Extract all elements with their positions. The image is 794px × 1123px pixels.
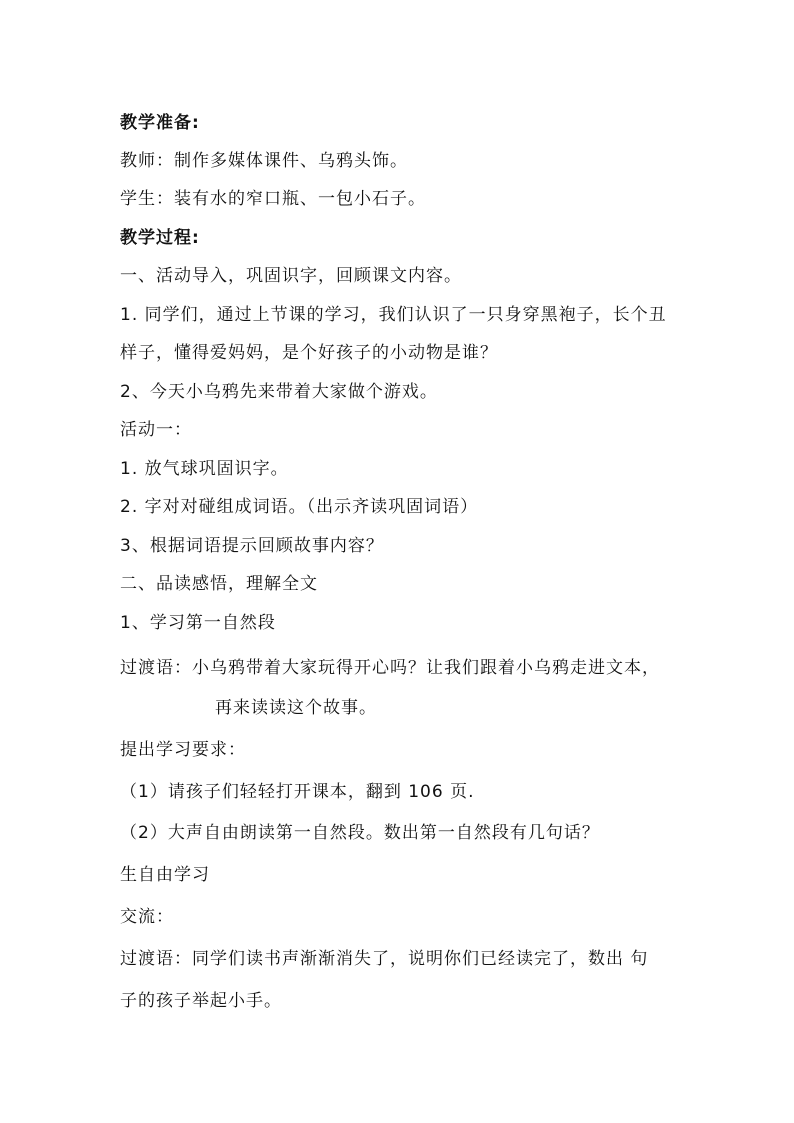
paragraph-item-1-line-1: 1. 同学们，通过上节课的学习，我们认识了一只身穿黑袍子，长个丑	[120, 305, 667, 325]
exchange-label: 交流：	[120, 907, 174, 927]
transition-line-1: 过渡语：小乌鸦带着大家玩得开心吗？让我们跟着小乌鸦走进文本，	[120, 658, 660, 678]
requirement-1: （1）请孩子们轻轻打开课本，翻到 106 页.	[120, 782, 475, 802]
learning-requirements-label: 提出学习要求：	[120, 740, 246, 760]
self-study-line: 生自由学习	[120, 865, 210, 885]
requirement-2: （2）大声自由朗读第一自然段。数出第一自然段有几句话？	[120, 823, 600, 843]
activity-item-1: 1. 放气球巩固识字。	[120, 459, 289, 479]
paragraph-item-2: 2、今天小乌鸦先来带着大家做个游戏。	[120, 382, 438, 402]
paragraph-teacher-prep: 教师：制作多媒体课件、乌鸦头饰。	[120, 151, 408, 171]
paragraph-item-1-line-2: 样子，懂得爱妈妈，是个好孩子的小动物是谁？	[120, 343, 498, 363]
transition-two-line-2: 子的孩子举起小手。	[120, 991, 282, 1011]
transition-two-line-1: 过渡语：同学们读书声渐渐消失了，说明你们已经读完了，数出 句	[120, 949, 649, 969]
subsection-one-title: 1、学习第一自然段	[120, 613, 276, 633]
transition-line-2: 再来读读这个故事。	[215, 698, 377, 718]
section-one-title: 一、活动导入，巩固识字，回顾课文内容。	[120, 266, 462, 286]
activity-item-3: 3、根据词语提示回顾故事内容？	[120, 536, 384, 556]
section-two-title: 二、品读感悟，理解全文	[120, 574, 318, 594]
heading-teaching-process: 教学过程:	[120, 228, 200, 248]
activity-item-2: 2. 字对对碰组成词语。（出示齐读巩固词语）	[120, 497, 479, 517]
activity-one-label: 活动一：	[120, 420, 192, 440]
paragraph-student-prep: 学生：装有水的窄口瓶、一包小石子。	[120, 189, 426, 209]
heading-teaching-preparation: 教学准备:	[120, 113, 200, 133]
